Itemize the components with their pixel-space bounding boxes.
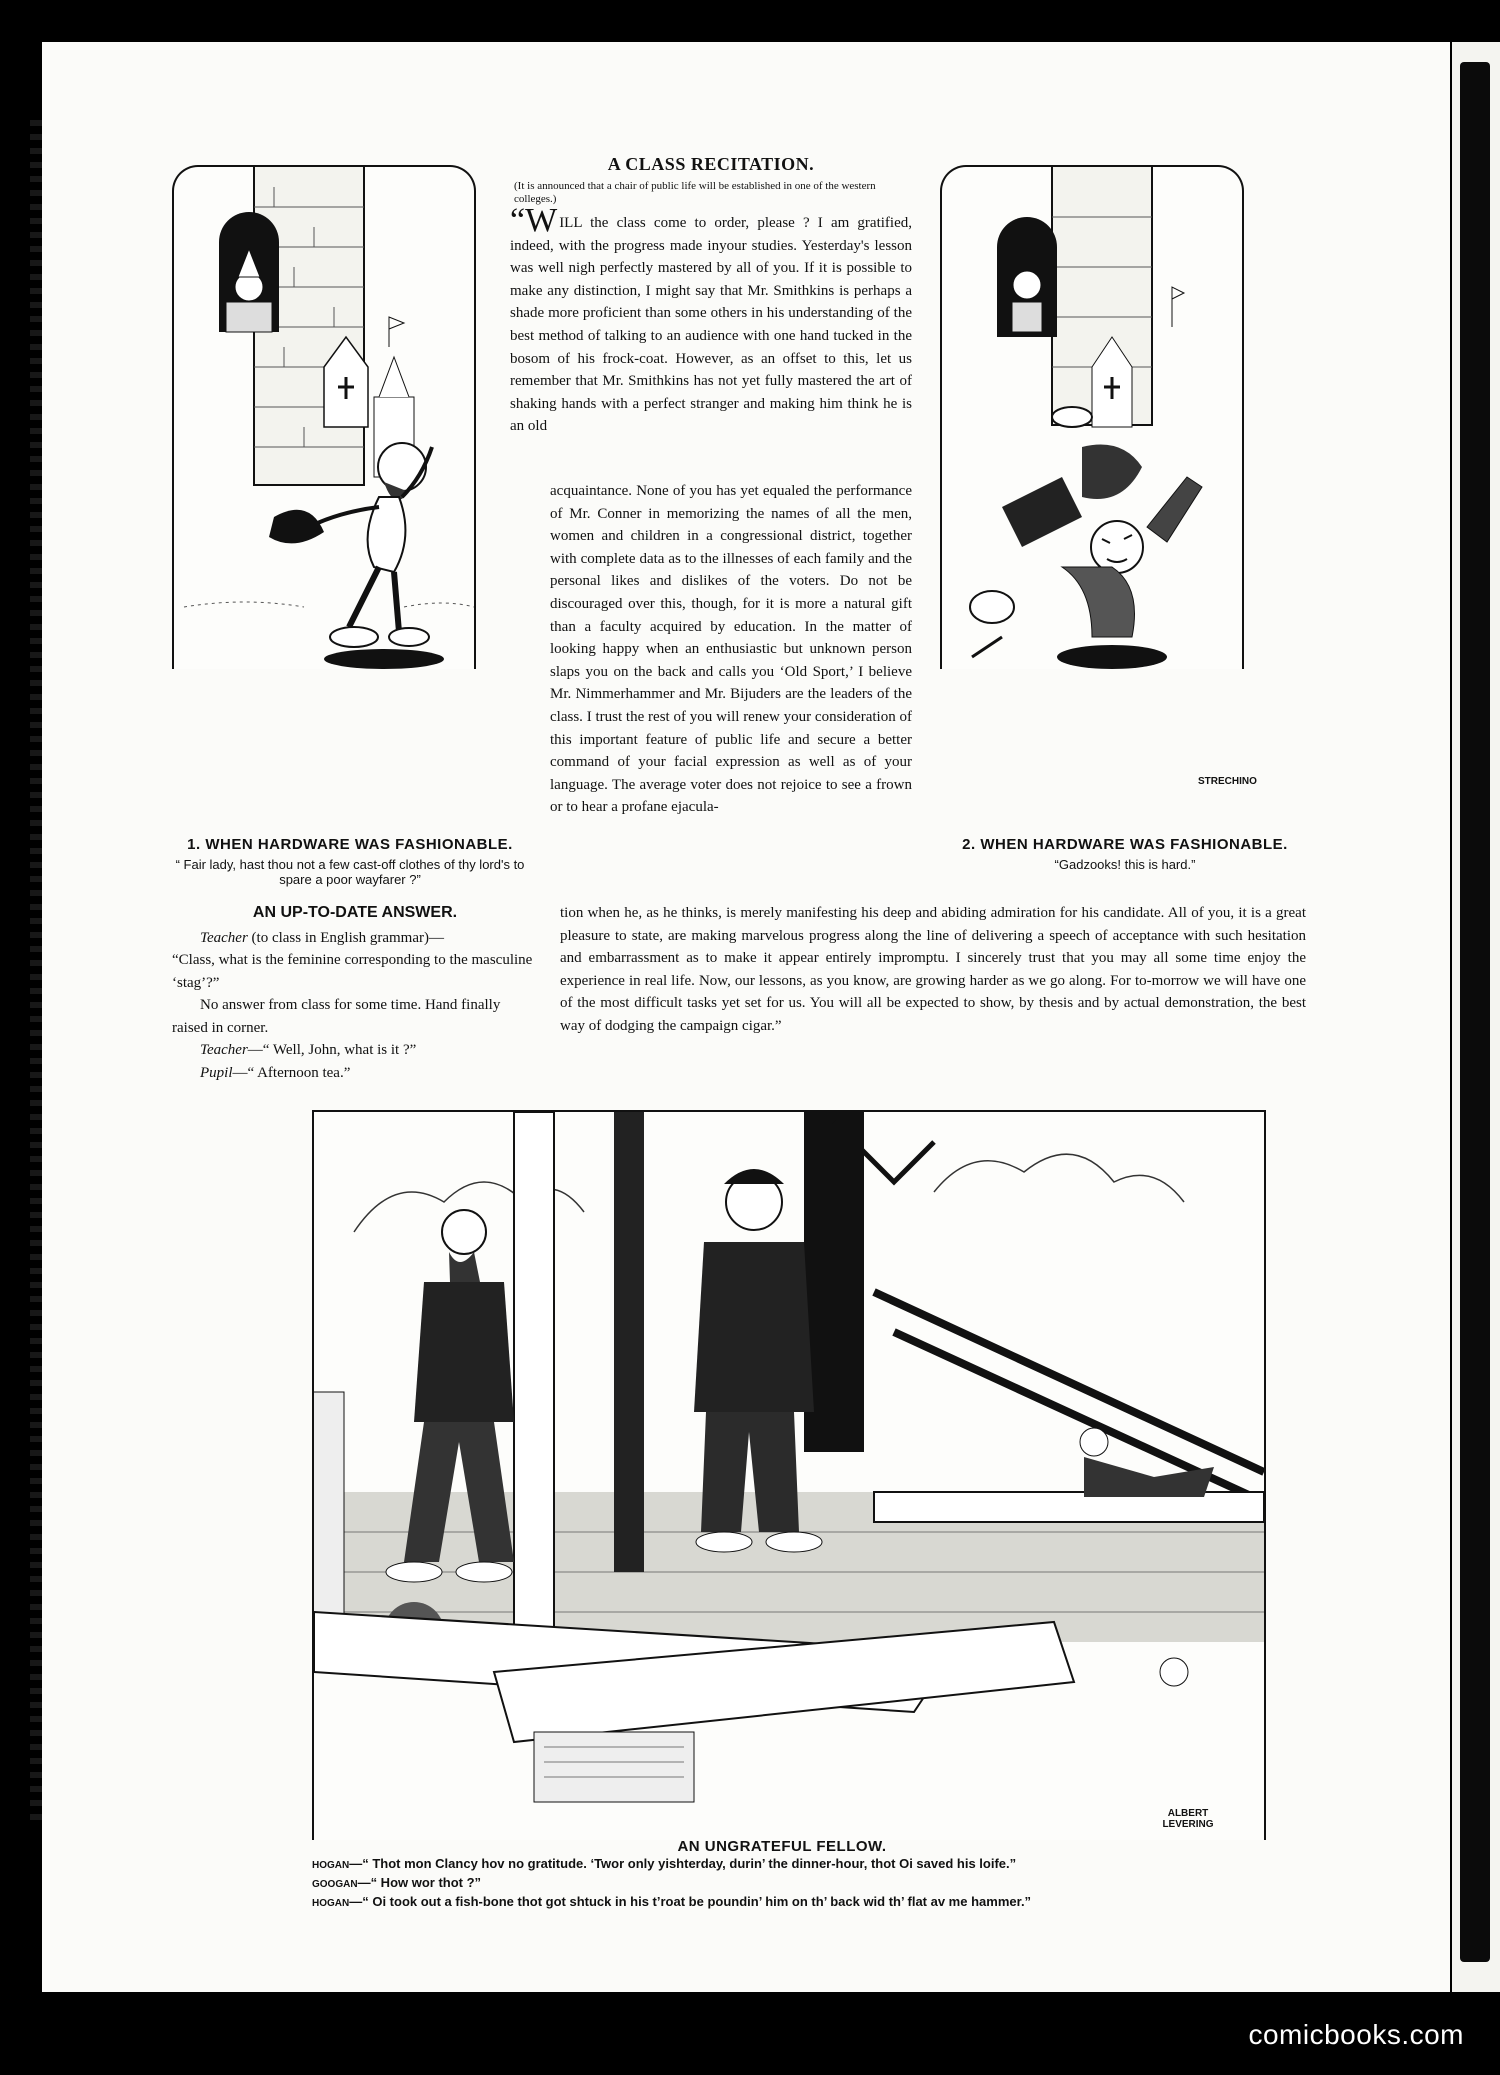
speaker-2: GOOGAN <box>312 1879 358 1890</box>
right-caption-title: 2. WHEN HARDWARE WAS FASHIONABLE. <box>962 836 1288 853</box>
dialogue-text-2: —“ How wor thot ?” <box>357 1875 482 1890</box>
cartoon-panel-right <box>940 165 1244 669</box>
article-note: (It is announced that a chair of public life will be established in one of the western colleges.) <box>514 180 876 205</box>
article-dropcap: “W <box>510 202 558 239</box>
teacher-label-2: Teacher <box>200 1042 248 1058</box>
right-panel-caption <box>935 836 1315 872</box>
next-page-edge <box>1452 42 1500 1992</box>
bottom-caption <box>312 1838 1312 1912</box>
article-body-middle: acquaintance. None of you has yet equaled the performance of Mr. Conner in memorizing the names of all the men, women and children in a congressional district, together with complete data as to the illnesses of each family and the personal likes and dislikes of the voters. Do not be discouraged over this, though, for it is more a natural gift than a faculty acquired by education. In the matter of looking happy when an enthusiastic but unknown person slaps you on the back and calls you ‘Old Sport,’ I believe Mr. Nimmerhammer and Mr. Bijuders are the leaders of the class. I trust the rest of you will renew your consideration of this important feature of public life and secure a better command of your facial expression as well as of your language. The average voter does not rejoice to see a frown or to hear a profane ejacula- <box>550 483 912 816</box>
article-body-bottom: tion when he, as he thinks, is merely manifesting his deep and abiding admiration for his candidate. All of you, it is a great pleasure to state, are making marvelous progress along the line of delivering a speech of acceptance with such hesitation and embarrassment as to make it appear entirely impromptu. I sincerely trust that you may all some time enjoy the experience in real life. Now, our lessons, as you know, are growing harder as we go along. For to-morrow we will have one of the most difficult tasks yet set for us. You will all be expected to show, by thesis and by actual demonstration, the best way of dodging the campaign cigar.” <box>560 905 1306 1034</box>
joke-line-4: —“ Well, John, what is it ?” <box>247 1042 417 1058</box>
joke-title: AN UP-TO-DATE ANSWER. <box>252 904 458 921</box>
left-panel-caption <box>160 836 540 887</box>
bottom-caption-title: AN UNGRATEFUL FELLOW. <box>677 1838 887 1855</box>
joke-up-to-date-answer <box>172 902 538 1084</box>
article-body-top <box>510 202 912 438</box>
bottom-illustration-signature: ALBERT LEVERING <box>1162 1808 1214 1830</box>
steelworkers-illustration-frame <box>312 1110 1266 1840</box>
left-caption-title: 1. WHEN HARDWARE WAS FASHIONABLE. <box>187 836 513 853</box>
speaker-1: HOGAN <box>312 1860 350 1871</box>
article-text-top: ILL the class come to order, please ? I am gratified, indeed, with the progress made inyour studies. Yesterday's lesson was well nigh perfectly mastered by all of you. If it is possible to make any distinction, I might say that Mr. Smithkins is perhaps a shade more proficient than some others in his understanding of the best method of talking to an audience with one hand tucked in the bosom of his frock-coat. However, as an offset to this, let us remember that Mr. Smithkins has not yet fully mastered the art of shaking hands with a perfect stranger and making him think he is an old <box>510 215 912 435</box>
pupil-label: Pupil <box>200 1064 233 1081</box>
dialogue-text-1: —“ Thot mon Clancy hov no gratitude. ‘Twor only yishterday, durin’ the dinner-hour, thot Oi saved his loife.” <box>349 1856 1017 1871</box>
steelworkers-illustration <box>314 1112 1264 1840</box>
beggar-illustration <box>174 167 474 669</box>
joke-line-3: No answer from class for some time. Hand finally raised in corner. <box>172 997 501 1036</box>
joke-line-5: —“ Afternoon tea.” <box>232 1064 351 1081</box>
binding-edge <box>30 120 42 1820</box>
right-panel-signature: STRECHINO <box>1198 776 1257 787</box>
right-caption-quote: “Gadzooks! this is hard.” <box>1054 857 1196 872</box>
falling-armor-illustration <box>942 167 1242 669</box>
speaker-3: HOGAN <box>312 1898 350 1909</box>
joke-line-2: “Class, what is the feminine corresponding to the masculine ‘stag’?” <box>172 952 533 991</box>
teacher-label: Teacher <box>200 929 248 946</box>
site-watermark: comicbooks.com <box>1248 2019 1464 2050</box>
left-caption-quote: “ Fair lady, hast thou not a few cast-off clothes of thy lord's to spare a poor wayfarer ?” <box>175 857 525 887</box>
next-page-border <box>1460 62 1490 1962</box>
joke-line-1: (to class in English grammar)— <box>251 929 444 946</box>
cartoon-panel-left <box>172 165 476 669</box>
dialogue-line-1 <box>312 1855 1312 1874</box>
dialogue-line-2 <box>312 1874 1312 1893</box>
dialogue-text-3: —“ Oi took out a fish-bone thot got shtuck in his t’roat be poundin’ him on th’ back wid th’ flat av me hammer.” <box>349 1894 1032 1909</box>
dialogue-line-3 <box>312 1893 1312 1912</box>
article-title: A CLASS RECITATION. <box>607 154 815 174</box>
